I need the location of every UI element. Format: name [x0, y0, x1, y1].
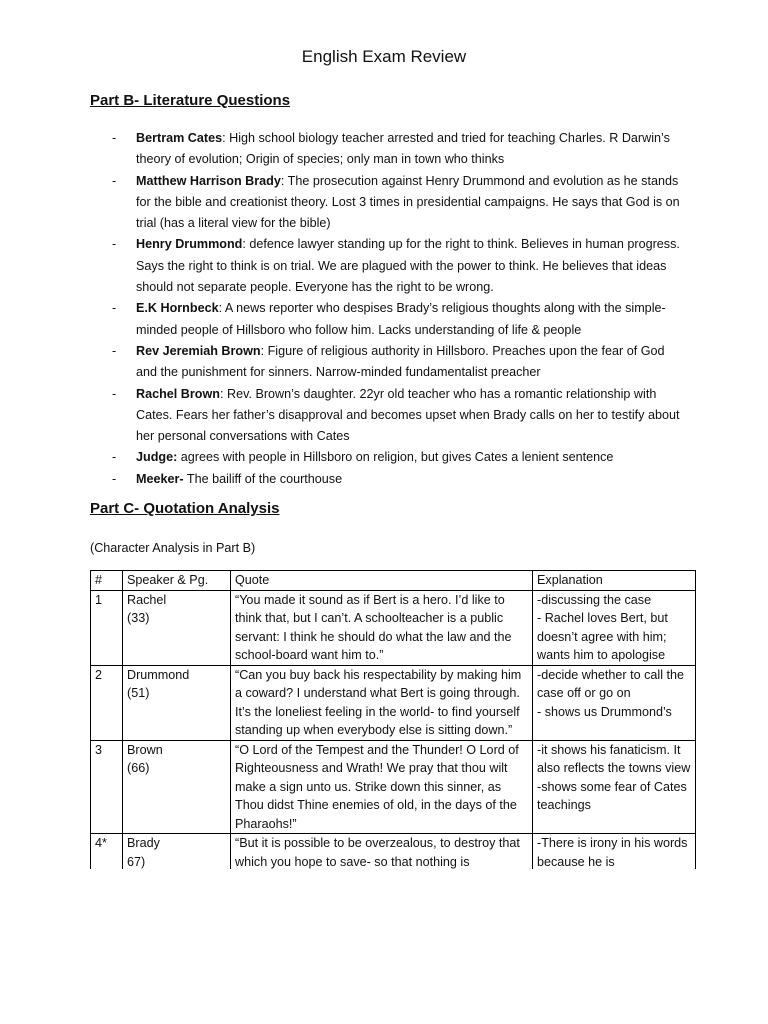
page-title: English Exam Review [301, 47, 467, 66]
character-list [112, 128, 684, 490]
character-description: agrees with people in Hillsboro on religion, but gives Cates a lenient sentence [180, 450, 614, 465]
page-ref: 67) [127, 854, 146, 869]
separator: : [260, 343, 268, 358]
character-description: High school biology teacher arrested and tried for teaching Charles. R Darwin’s theory of evolution; Origin of species; only man in town who thinks [136, 131, 670, 167]
quote-cell: “Can you buy back his respectability by making him a coward? I understand what Bert is going through. It’s the loneliest feeling in the world- to find yourself standing up when everybody else is sitting down.” [231, 665, 533, 740]
character-name: Henry Drummond [136, 237, 243, 252]
quotation-table [90, 570, 696, 869]
list-item [112, 298, 684, 341]
bullet-dash: - [112, 343, 117, 358]
list-item [112, 447, 684, 468]
row-number-text: 4* [95, 836, 107, 850]
bullet-dash: - [112, 237, 117, 252]
quote-cell: “You made it sound as if Bert is a hero. I’d like to think that, but I can’t. A schoolteacher is a public servant: I think he should do what the law and the school-board want him to.” [231, 590, 533, 665]
separator: : [242, 237, 250, 252]
list-item [112, 128, 684, 171]
table-row [91, 590, 696, 665]
character-name: E.K Hornbeck [136, 301, 219, 316]
character-description: Rev. Brown’s daughter. 22yr old teacher who has a romantic relationship with Cates. Fears her father’s disapproval and becomes upset when Brady calls on her to testify about her personal conversations with Cates [136, 386, 680, 444]
row-number [91, 834, 123, 870]
explanation-cell [533, 834, 696, 870]
page-ref: (66) [127, 761, 150, 775]
character-description: Figure of religious authority in Hillsboro. Preaches upon the fear of God and the punishment for sinners. Narrow-minded fundamentalist preacher [136, 343, 665, 380]
speaker: Brown [127, 742, 163, 757]
character-name: Rev Jeremiah Brown [136, 343, 261, 358]
column-header: # [91, 571, 123, 591]
bullet-dash: - [112, 471, 117, 486]
separator: : [280, 173, 288, 188]
list-item [112, 234, 684, 298]
explanation-text: -There is irony in his words because he is [537, 836, 688, 869]
table-row [91, 740, 696, 834]
character-description: A news reporter who despises Brady’s religious thoughts along with the simple-minded people of Hillsboro who follow him. Lacks understanding of life & people [136, 301, 666, 337]
character-name: Rachel Brown [136, 386, 220, 401]
column-header: Explanation [533, 571, 696, 591]
character-description: defence lawyer standing up for the right to think. Believes in human progress. Says the right to think is on trial. We are plagued with the power to think. He believes that ideas should not separate people. Everyone has the right to be wrong. [136, 237, 680, 295]
speaker-cell [123, 834, 231, 870]
explanation-cell: -it shows his fanaticism. It also reflects the towns view -shows some fear of Cates teachings [533, 740, 696, 834]
part-c-heading: Part C- Quotation Analysis [90, 500, 280, 517]
bullet-dash: - [112, 450, 117, 465]
character-description: The prosecution against Henry Drummond and evolution as he stands for the bible and creationist theory. Lost 3 times in presidential campaigns. He says that God is on trial (has a literal view for the bible) [136, 173, 680, 231]
row-number: 3 [91, 740, 123, 834]
page-ref: (33) [127, 611, 150, 625]
list-item [112, 171, 684, 235]
bullet-dash: - [112, 173, 117, 188]
part-b-heading: Part B- Literature Questions [90, 92, 291, 109]
list-item [112, 469, 684, 490]
speaker: Rachel [127, 592, 167, 607]
list-item [112, 341, 684, 384]
explanation-cell: -discussing the case - Rachel loves Bert, but doesn’t agree with him; wants him to apologise [533, 590, 696, 665]
separator: : [219, 386, 227, 401]
speaker-cell [123, 665, 231, 740]
character-description: The bailiff of the courthouse [186, 471, 343, 486]
speaker-cell [123, 740, 231, 834]
separator: : [218, 301, 225, 316]
row-number: 2 [91, 665, 123, 740]
table-header-row [91, 571, 696, 591]
bullet-dash: - [112, 386, 117, 401]
row-number: 1 [91, 590, 123, 665]
character-name: Meeker- [136, 471, 184, 486]
column-header: Speaker & Pg. [123, 571, 231, 591]
part-c-note: (Character Analysis in Part B) [90, 541, 256, 555]
character-name: Bertram Cates [136, 131, 223, 145]
quote-text: “But it is possible to be overzealous, to destroy that which you hope to save- so that nothing is [235, 836, 520, 869]
explanation-cell: -decide whether to call the case off or go on - shows us Drummond’s [533, 665, 696, 740]
column-header: Quote [231, 571, 533, 591]
page-ref: (51) [127, 686, 150, 700]
table-row [91, 665, 696, 740]
bullet-dash: - [112, 131, 117, 145]
character-name: Matthew Harrison Brady [136, 173, 281, 188]
speaker-wrap [127, 834, 226, 869]
quote-cell: “O Lord of the Tempest and the Thunder! O Lord of Righteousness and Wrath! We pray that thou wilt make a sign unto us. Strike down this sinner, as Thou didst Thine enemies of old, in the days of the Pharaohs!” [231, 740, 533, 834]
speaker: Drummond [127, 667, 190, 682]
speaker-cell [123, 590, 231, 665]
table-row [91, 834, 696, 870]
separator: : [222, 131, 230, 145]
character-name: Judge: [136, 450, 178, 465]
list-item [112, 384, 684, 448]
bullet-dash: - [112, 301, 117, 316]
speaker: Brady [127, 836, 160, 850]
quote-cell [231, 834, 533, 870]
